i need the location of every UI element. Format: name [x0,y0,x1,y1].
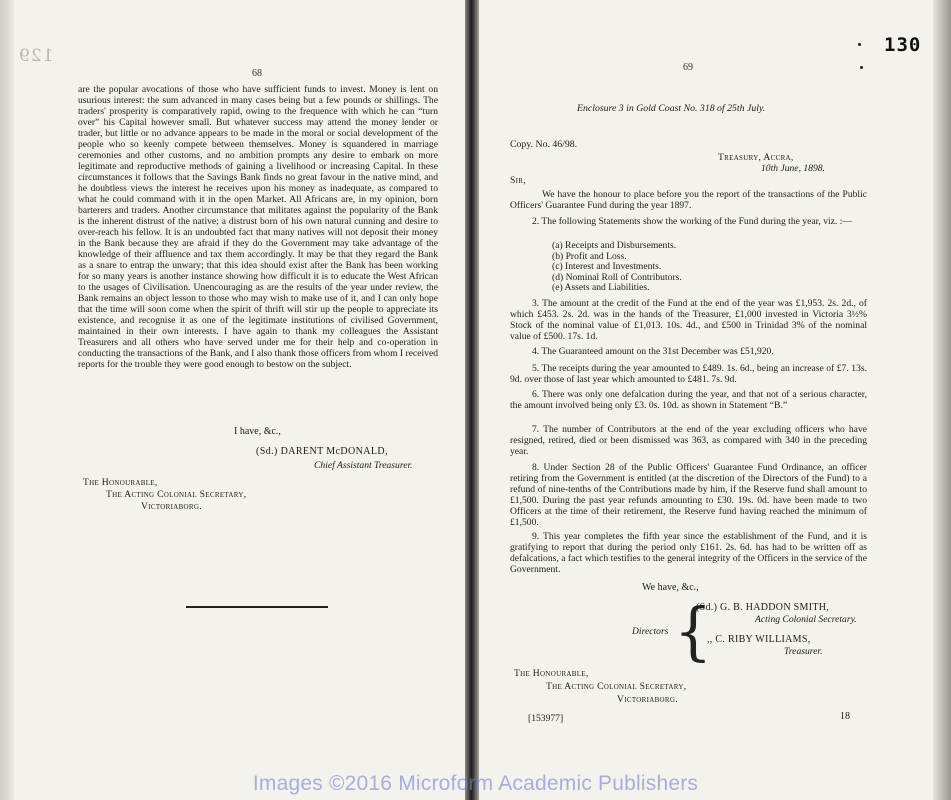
scan-edge-right [933,0,951,800]
director-1-name: (Sd.) G. B. HADDON SMITH, [696,602,830,613]
scan-edge-left [0,0,14,800]
left-body-paragraph: are the popular avocations of those who have sufficient funds to invest. Money is lent on usurious interest: the sum advanced in many cases being but a few pounds or shillings. The traders' prosperity is comparatively rapid, owing to the frequence with which he can “turn over” his Capital however small. But whatever success may attend the money lender or trader, but little or no advance appears to be made in the moral or social development of the people who so keenly compete between themselves. Money is squandered in marriage ceremonies and other customs, and no ambition prompts any desire to embark on more legitimate and reproductive methods of gaining a livelihood or increasing Capital. In these circumstances it follows that the Savings Bank finds no great favour in the native mind, and he doubtless views the interest he receives upon his money as inadequate, as compared to what he could command with it in the open Market. All Africans are, in my opinion, born barterers and traders. Another circumstance that militates against the popularity of the Bank is the inherent distrust of the native; a distrust born of his own natural cunning and desire to over-reach his fellow. It is an undoubted fact that many natives will not deposit their money in the Bank because they are afraid if they do the Government may take advantage of the knowledge of their affluence and tax them accordingly. It may be that they regard the Bank as a snare to entrap the unwary; that this idea should exist after the Bank has been working for so many years is another instance showing how difficult it is to educate the West African to the usages of Civilisation. Unencouraging as are the results of the year under review, the Bank remains an object lesson to those who may wish to make use of it, and I can only hope that the time will soon come when the spirit of thrift will stir up the people to appreciate its existence, and recognise it as one of the legitimate institutions of civilised Government, maintained in their own interests. I have again to thank my colleagues the Assistant Treasurers and all others who have served under me for their help and co-operation in conducting the transactions of the Bank, and I also thank those officers from whom I received reports for the trouble they were good enough to bestow on the subject. [78,84,439,370]
left-closing: I have, &c., [234,426,281,437]
paragraph-3: 3. The amount at the credit of the Fund at the end of the year was £1,953. 2s. 2d., of which £453. 2s. 2d. was in the hands of the Treasurer, £1,000 invested in Victoria 3½% Stock of the nominal value of £1,013. 10s. 4d., and £500 in Trinidad 3% of the nominal value of £500. 17s. 1d. [510,298,867,342]
left-body-text [78,84,438,370]
right-closing: We have, &c., [642,582,699,593]
letter-date: 10th June, 1898. [761,163,825,174]
director-1-title: Acting Colonial Secretary. [755,614,857,625]
right-addressee-line-1: The Honourable, [514,668,589,679]
enclosure-heading: Enclosure 3 in Gold Coast No. 318 of 25th July. [577,103,766,114]
statement-item: (d) Nominal Roll of Contributors. [552,271,682,283]
scan-speck [858,43,861,46]
right-addressee-line-3: Victoriaborg. [617,694,678,705]
left-addressee-line-3: Victoriaborg. [141,501,202,512]
paragraph-5: 5. The receipts during the year amounted to £489. 1s. 6d., being an increase of £7. 13s. 9d. over those of last year which amounted to £481. 7s. 9d. [510,363,867,385]
watermark: Images ©2016 Microform Academic Publishers [252,772,699,795]
statement-item: (e) Assets and Liabilities. [552,282,650,294]
paragraph-8: 8. Under Section 28 of the Public Officers' Guarantee Fund Ordinance, an officer retiring from the Government is entitled (at the discretion of the Directors of the Fund) to a refund of nine-tenths of the Contributions made by him, if the Reserve fund shall amount to £1,500. During the past year refunds amounting to £30. 19s. 0d. have been made to two Officers at the time of their retirement, the Reserve fund having reached the minimum of £1,500. [510,462,867,528]
paragraph-7: 7. The number of Contributors at the end of the year excluding officers who have resigned, retired, died or been dismissed was 363, as compared with 340 in the preceding year. [510,424,867,457]
statement-item: (c) Interest and Investments. [552,261,662,273]
statement-item: (a) Receipts and Disbursements. [552,240,677,251]
book-gutter [465,0,479,800]
letter-place: Treasury, Accra, [718,152,794,163]
paragraph-9: 9. This year completes the fifth year since the establishment of the Fund, and it is gratifying to report that during the period only £161. 2s. 6d. has had to be written off as defalcations, a fact which testifies to the general integrity of the Officers in the service of the Government. [510,531,867,575]
director-2-title: Treasurer. [784,646,823,657]
statement-item: (b) Profit and Loss. [552,250,627,262]
directors-label: Directors [632,626,669,637]
end-rule [186,606,328,608]
sheet-number: 130 [884,34,922,56]
footer-page-number: 18 [840,711,850,722]
right-page-number: 69 [683,62,693,73]
statements-list [552,241,682,294]
right-addressee-line-2: The Acting Colonial Secretary, [546,681,687,692]
paragraph-2: 2. The following Statements show the working of the Fund during the year, viz. :— [532,216,852,227]
faint-stamp-mark: 129 [18,46,54,66]
copy-reference: Copy. No. 46/98. [510,139,578,150]
left-page-number: 68 [252,68,262,79]
paragraph-4: 4. The Guaranteed amount on the 31st December was £51,920. [532,346,774,357]
print-reference: [153977] [528,713,564,724]
left-addressee-line-1: The Honourable, [83,477,158,488]
scan-speck [860,66,863,69]
left-addressee-line-2: The Acting Colonial Secretary, [106,489,247,500]
left-signature-title: Chief Assistant Treasurer. [314,460,413,471]
paragraph-6: 6. There was only one defalcation during the year, and that not of a serious character, the amount involved being only £3. 0s. 10d. as shown in Statement “B.” [510,389,867,411]
director-2-name: ,, C. RIBY WILLIAMS, [707,634,811,645]
paragraph-intro: We have the honour to place before you the report of the transactions of the Public Officers' Guarantee Fund during the year 1897. [510,189,867,211]
directors-brace: { [674,595,713,669]
salutation: Sir, [510,175,526,186]
left-signature-name: (Sd.) DARENT McDONALD, [256,446,388,457]
